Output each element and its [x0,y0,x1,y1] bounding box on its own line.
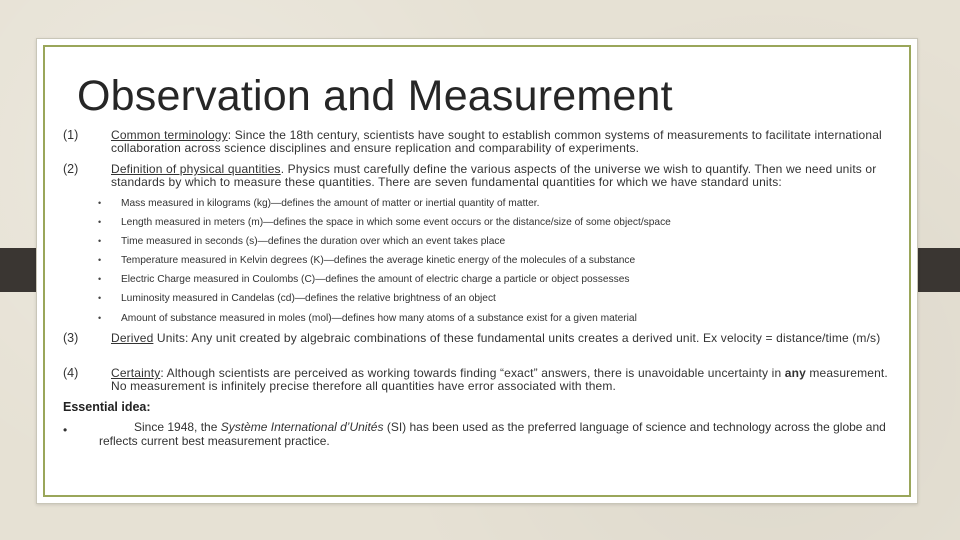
list-item [98,234,505,248]
list-item-text: Time measured in seconds (s)—defines the duration over which an event takes place [121,236,506,247]
list-item [98,291,496,305]
item-number-4: (4) [63,366,79,380]
item-text-4b: measurement. No measurement is infinitely precise therefore all quantities have error associated with them. [111,366,888,393]
list-item-text: Amount of substance measured in moles (mol)—defines how many atoms of a substance exist for a given material [121,313,637,324]
item-paragraph-4 [111,367,891,393]
item-paragraph-3 [111,332,891,345]
essential-idea-heading: Essential idea: [63,400,151,414]
slide-title: Observation and Measurement [77,72,673,120]
list-item-text: Temperature measured in Kelvin degrees (K)—defines the average kinetic energy of the molecules of a substance [121,255,636,266]
bullet-icon: • [98,217,102,227]
list-item [98,253,635,267]
item-number-1: (1) [63,128,79,142]
essential-bullet-icon: • [63,423,68,437]
item-number-2: (2) [63,162,79,176]
essential-text-after: (SI) has been used as the preferred language of science and technology across the globe and reflects current best measurement practice. [99,420,886,448]
item-paragraph-1 [111,129,891,155]
essential-text-italic: Système International d’Unités [220,420,384,434]
bullet-icon: • [98,198,102,208]
list-item-text: Mass measured in kilograms (kg)—defines the amount of matter or inertial quantity of matter. [121,198,540,209]
item-lead-1: Common terminology [111,128,228,142]
bullet-icon: • [98,274,102,284]
list-item [98,196,539,210]
bullet-icon: • [98,255,102,265]
list-item [98,272,629,286]
item-emphasis-4: any [784,366,806,380]
list-item [98,311,637,325]
bullet-icon: • [98,293,102,303]
list-item-text: Electric Charge measured in Coulombs (C)—defines the amount of electric charge a particle or object possesses [121,274,630,285]
item-lead-4: Certainty [111,366,161,380]
item-number-3: (3) [63,331,79,345]
list-item-text: Length measured in meters (m)—defines the space in which some event occurs or the distance/size of some object/space [121,217,671,228]
item-paragraph-2 [111,163,891,189]
bullet-icon: • [98,313,102,323]
item-text-2: . Physics must carefully define the various aspects of the universe we wish to quantify. Then we need units or standards by which to measure these quantities. There are seven fundamental quantities for which we have standard units: [111,162,877,189]
bullet-icon: • [98,236,102,246]
essential-text-before: Since 1948, the [134,420,221,434]
item-lead-3: Derived [111,331,154,345]
item-lead-2: Definition of physical quantities [111,162,281,176]
list-item-text: Luminosity measured in Candelas (cd)—defines the relative brightness of an object [121,293,496,304]
essential-idea-text [99,421,899,448]
list-item [98,215,671,229]
item-text-3: Units: Any unit created by algebraic combinations of these fundamental units creates a derived unit. Ex velocity = distance/time (m/s) [153,331,881,345]
item-text-1: : Since the 18th century, scientists have sought to establish common systems of measurements to facilitate international collaboration across science disciplines and ensure replication and comparability of experiments. [111,128,882,155]
item-text-4: : Although scientists are perceived as working towards finding “exact” answers, there is unavoidable uncertainty in [160,366,785,380]
